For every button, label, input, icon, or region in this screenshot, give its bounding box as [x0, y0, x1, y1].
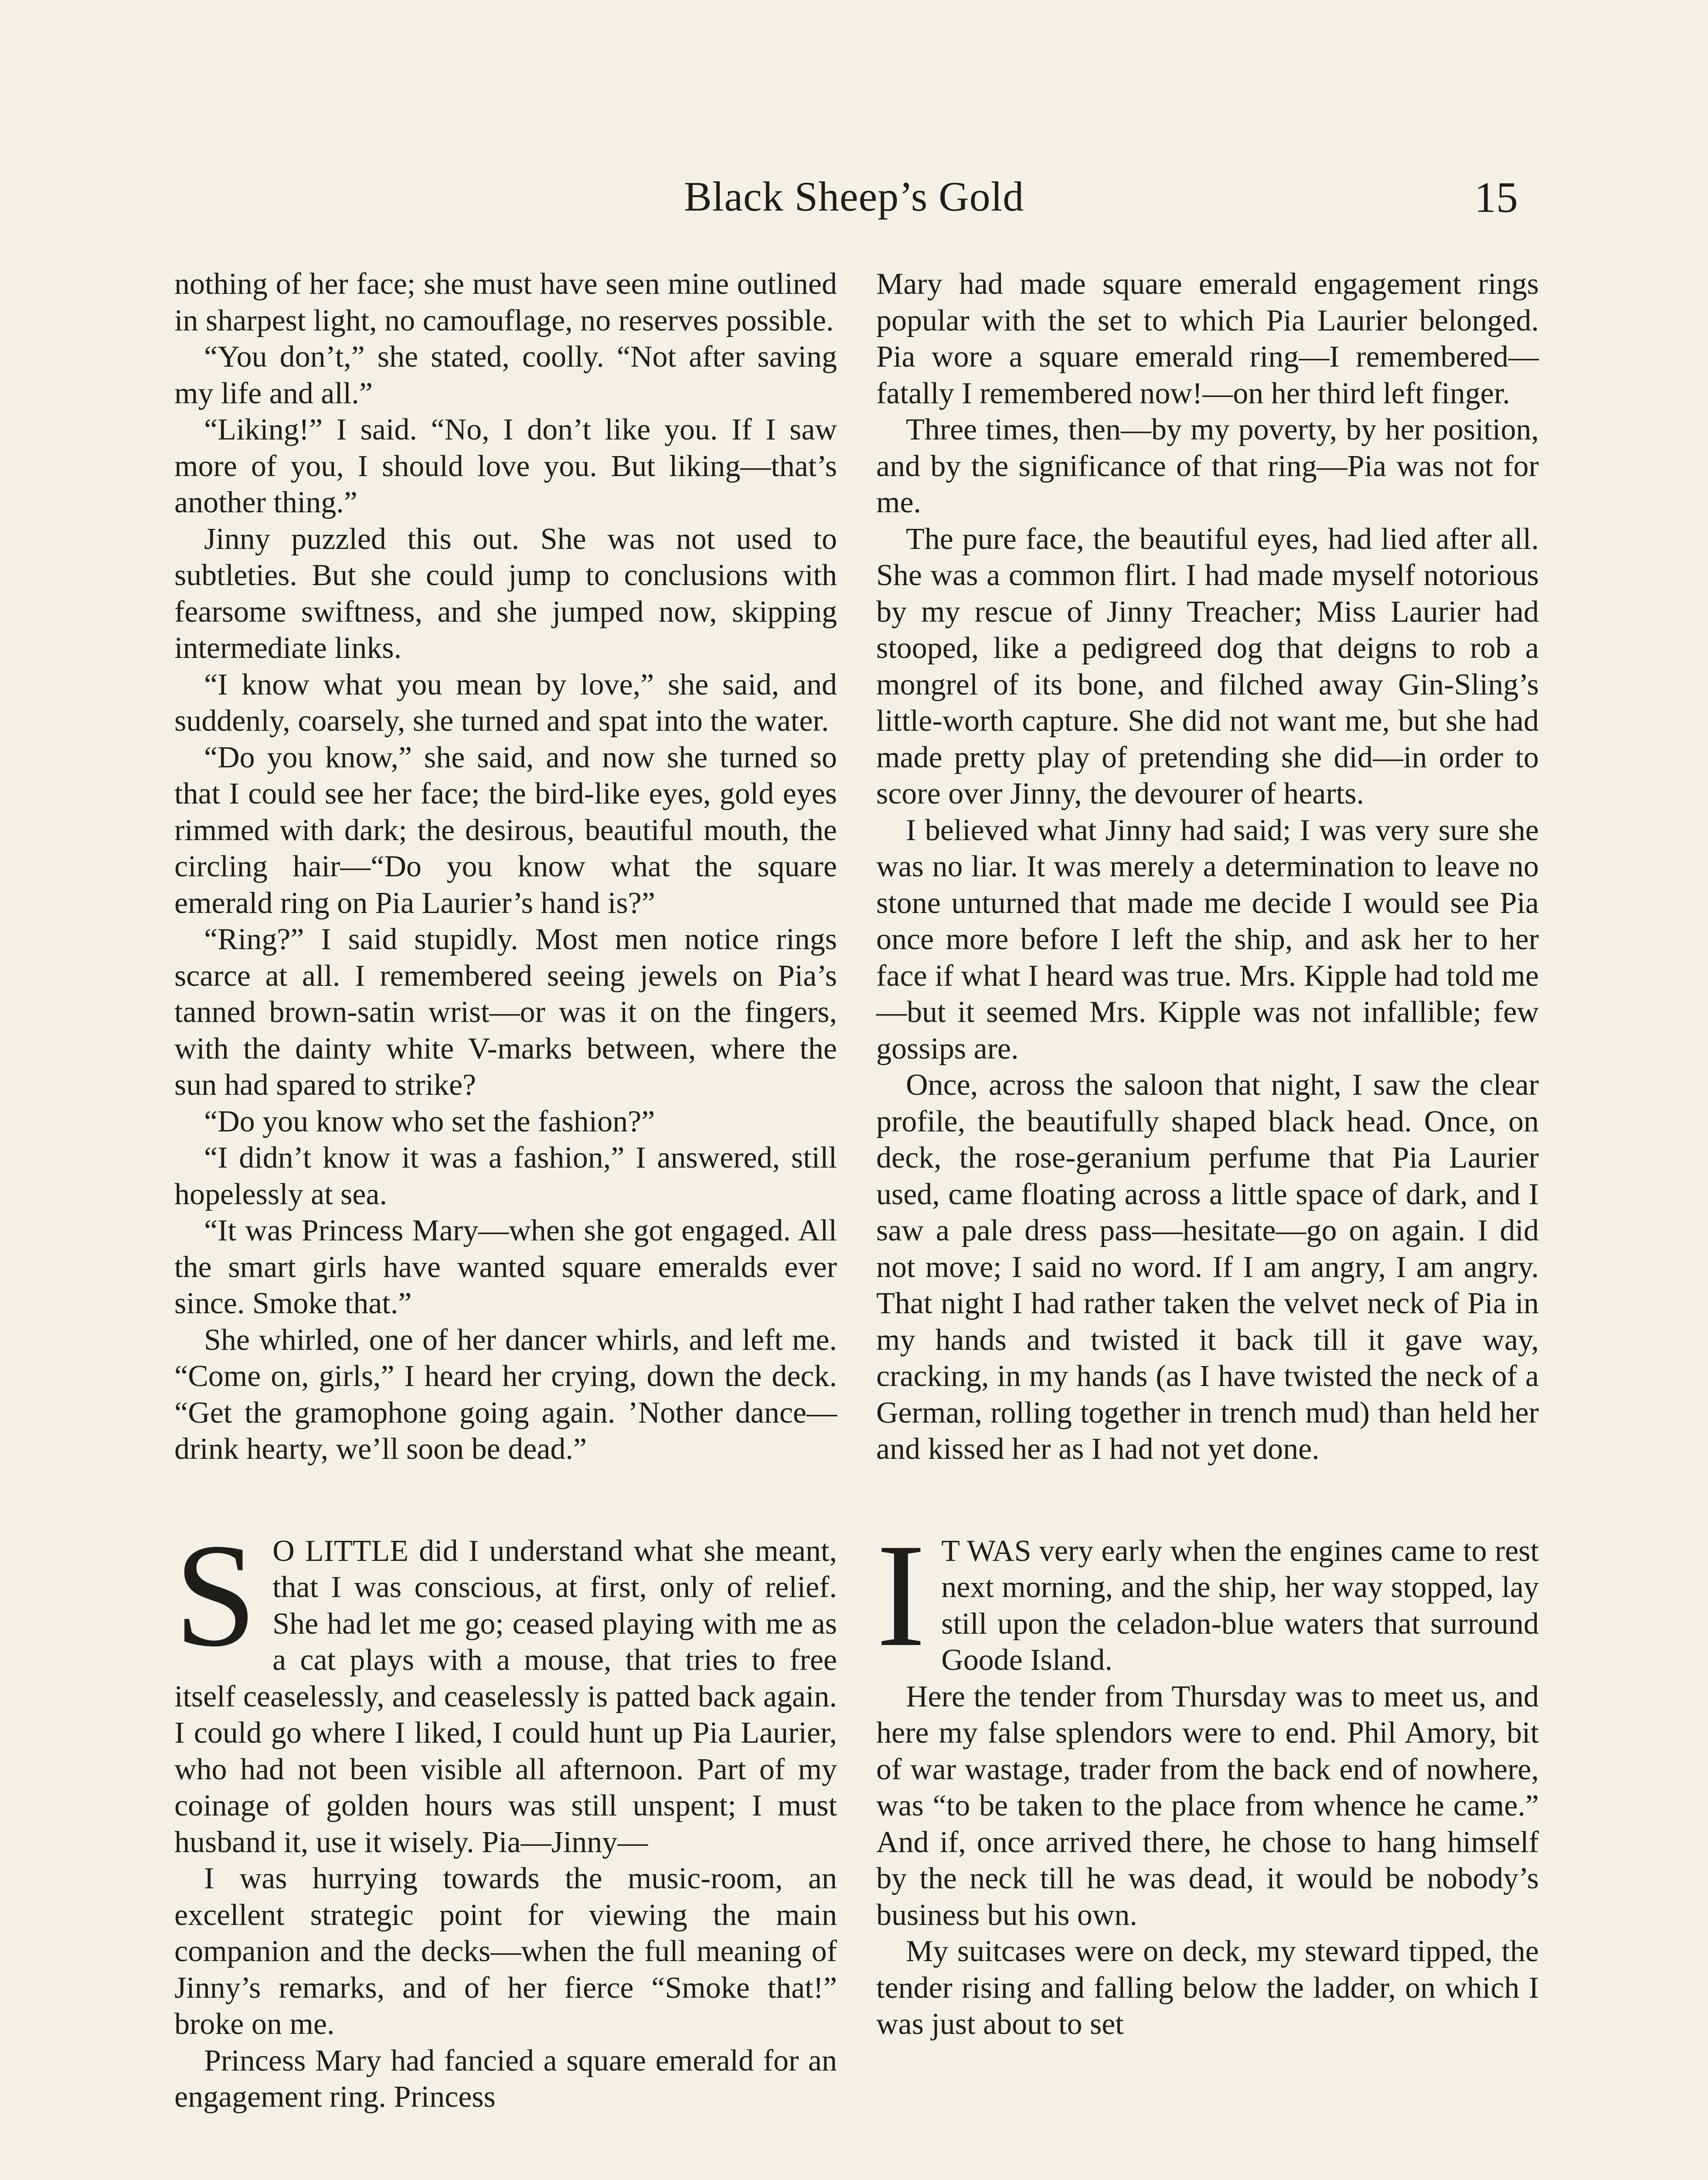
- paragraph: “It was Princess Mary—when she got engaged. All the smart girls have wanted square emeralds ever since. Smoke that.”: [174, 1214, 837, 1320]
- paragraph: I was hurrying towards the music-room, an excellent strategic point for viewing the main companion and the decks—when the full meaning of Jinny’s remarks, and of her fierce “Smoke that!” broke on me.: [174, 1862, 837, 2041]
- paragraph: “Do you know,” she said, and now she turned so that I could see her face; the bird-like eyes, gold eyes rimmed with dark; the desirous, beautiful mouth, the circling hair—“Do you know what the square emerald ring on Pia Laurier’s hand is?”: [174, 740, 837, 920]
- section-break: [174, 1468, 837, 1533]
- paragraph: nothing of her face; she must have seen mine outlined in sharpest light, no camouflage, no reserves possible.: [174, 267, 837, 337]
- paragraph: The pure face, the beautiful eyes, had lied after all. She was a common flirt. I had made myself notorious by my rescue of Jinny Treacher; Miss Laurier had stooped, like a pedigreed dog that deigns to rob a mongrel of its bone, and filched away Gin-Sling’s little-worth capture. She did not want me, but she had made pretty play of pretending she did—in order to score over Jinny, the devourer of hearts.: [876, 522, 1539, 811]
- running-header-title: Black Sheep’s Gold: [684, 173, 1024, 220]
- paragraph: Mary had made square emerald engagement rings popular with the set to which Pia Laurier belonged. Pia wore a square emerald ring—I remembered—fatally I remembered now!—on her third left finger.: [876, 267, 1539, 410]
- paragraph: “Do you know who set the fashion?”: [204, 1104, 655, 1138]
- paragraph: I believed what Jinny had said; I was very sure she was no liar. It was merely a determination to leave no stone unturned that made me decide I would see Pia once more before I left the ship, and ask her to her face if what I heard was true. Mrs. Kipple had told me—but it seemed Mrs. Kipple was not infallible; few gossips are.: [876, 813, 1539, 1066]
- section-opening-paragraph: [174, 1512, 837, 1861]
- paragraph: She whirled, one of her dancer whirls, and left me. “Come on, girls,” I heard her crying, down the deck. “Get the gramophone going again. ’Nother dance—drink hearty, we’ll soon be dead.”: [174, 1323, 837, 1466]
- paragraph: Once, across the saloon that night, I saw the clear profile, the beautifully shaped black head. Once, on deck, the rose-geranium perfume that Pia Laurier used, came floating across a little space of dark, and I saw a pale dress pass—hesitate—go on again. I did not move; I said no word. If I am angry, I am angry. That night I had rather taken the velvet neck of Pia in my hands and twisted it back till it gave way, cracking, in my hands (as I have twisted the neck of a German, rolling together in trench mud) than held her and kissed her as I had not yet done.: [876, 1068, 1539, 1466]
- paragraph: “Ring?” I said stupidly. Most men notice rings scarce at all. I remembered seeing jewels on Pia’s tanned brown-satin wrist—or was it on the fingers, with the dainty white V-marks between, where the sun had spared to strike?: [174, 923, 837, 1102]
- paragraph: “You don’t,” she stated, coolly. “Not after saving my life and all.”: [174, 340, 837, 410]
- drop-cap: S: [174, 1512, 257, 1677]
- drop-cap: I: [876, 1512, 926, 1677]
- paragraph: Princess Mary had fancied a square emerald for an engagement ring. Princess: [174, 2044, 837, 2114]
- paragraph: Three times, then—by my poverty, by her position, and by the significance of that ring—Pia was not for me.: [876, 413, 1539, 519]
- section-break: [876, 1468, 1539, 1533]
- section-opening-paragraph: [876, 1512, 1539, 1679]
- paragraph: Here the tender from Thursday was to meet us, and here my false splendors were to end. Phil Amory, bit of war wastage, trader from the back end of nowhere, was “to be taken to the place from whence he came.” And if, once arrived there, he chose to hang himself by the neck till he was dead, it would be nobody’s business but his own.: [876, 1679, 1539, 1932]
- paragraph: “I know what you mean by love,” she said, and suddenly, coarsely, she turned and spat into the water.: [174, 668, 837, 738]
- paragraph: My suitcases were on deck, my steward tipped, the tender rising and falling below the ladder, on which I was just about to set: [876, 1935, 1539, 2041]
- opening-text: T WAS very early when the engines came to rest next morning, and the ship, her way stopped, lay still upon the celadon-blue waters that surround Goode Island.: [941, 1534, 1539, 1677]
- page-number: 15: [1474, 173, 1518, 221]
- paragraph: Jinny puzzled this out. She was not used to subtleties. But she could jump to conclusions with fearsome swiftness, and she jumped now, skipping intermediate links.: [174, 522, 837, 665]
- paragraph: “I didn’t know it was a fashion,” I answered, still hopelessly at sea.: [174, 1141, 837, 1211]
- right-column: [876, 266, 1539, 2043]
- left-column: [174, 266, 837, 2115]
- opening-text: O LITTLE did I understand what she meant, that I was conscious, at first, only of relief. She had let me go; ceased playing with me as a cat plays with a mouse, that tries to free itself ceaselessly, and ceaselessly is patted back again. I could go where I liked, I could hunt up Pia Laurier, who had not been visible all afternoon. Part of my coinage of golden hours was still unspent; I must husband it, use it wisely. Pia—Jinny—: [174, 1534, 837, 1859]
- paragraph: “Liking!” I said. “No, I don’t like you. If I saw more of you, I should love you. But liking—that’s another thing.”: [174, 413, 837, 519]
